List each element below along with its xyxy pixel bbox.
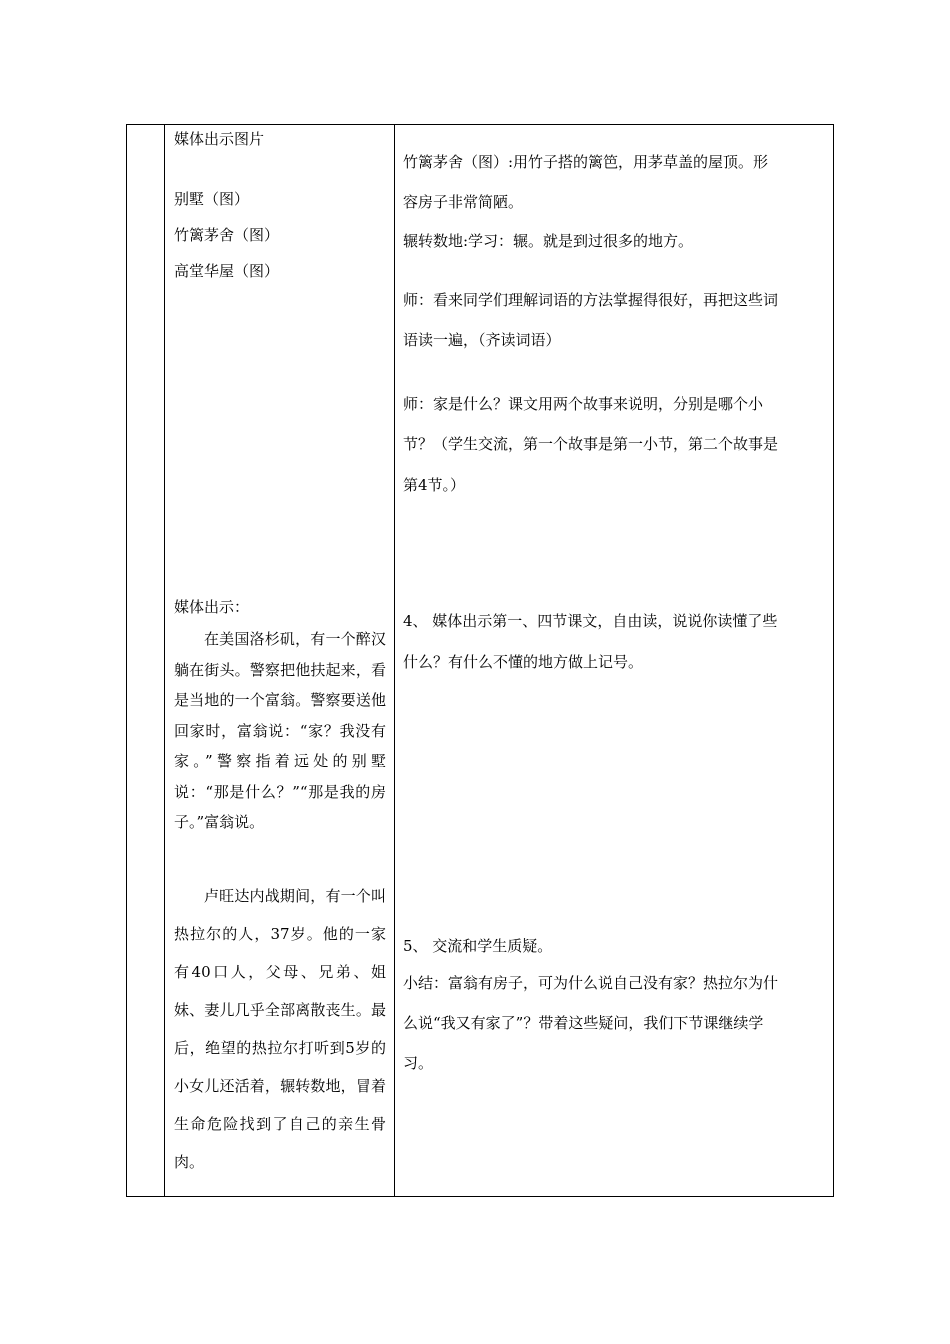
image-item-mansion: 高堂华屋（图） bbox=[174, 262, 280, 280]
column-divider-1 bbox=[164, 125, 165, 1196]
lesson-table bbox=[126, 124, 834, 1197]
right-line: 节？（学生交流，第一个故事是第一小节，第二个故事是 bbox=[403, 435, 779, 453]
story-paragraph-2: 卢旺达内战期间，有一个叫热拉尔的人，37岁。他的一家有40口人，父母、兄弟、姐妹、妻儿几乎全部离散丧生。最后，绝望的热拉尔打听到5岁的小女儿还活着，辗转数地，冒着生命危险找到了自己的亲生骨肉。 bbox=[174, 887, 386, 1171]
right-line: 师：家是什么？课文用两个故事来说明，分别是哪个小 bbox=[403, 395, 764, 413]
right-line: 么说“我又有家了”？带着这些疑问，我们下节课继续学 bbox=[403, 1014, 764, 1032]
right-line: 语读一遍，（齐读词语） bbox=[403, 331, 561, 349]
right-line: 第4节。） bbox=[403, 476, 466, 494]
image-item-hut: 竹篱茅舍（图） bbox=[174, 226, 280, 244]
right-line: 什么？有什么不懂的地方做上记号。 bbox=[403, 653, 644, 671]
right-line: 竹篱茅舍（图）:用竹子搭的篱笆，用茅草盖的屋顶。形 bbox=[403, 153, 769, 171]
right-line: 5、 交流和学生质疑。 bbox=[403, 937, 553, 955]
media-images-title: 媒体出示图片 bbox=[174, 130, 265, 148]
right-line: 4、 媒体出示第一、四节课文，自由读，说说你读懂了些 bbox=[403, 612, 778, 630]
column-divider-2 bbox=[394, 125, 395, 1196]
right-line: 师：看来同学们理解词语的方法掌握得很好，再把这些词 bbox=[403, 291, 779, 309]
image-item-villa: 别墅（图） bbox=[174, 190, 250, 208]
right-line: 小结：富翁有房子，可为什么说自己没有家？热拉尔为什 bbox=[403, 974, 779, 992]
right-line: 辗转数地:学习：辗。就是到过很多的地方。 bbox=[403, 232, 694, 250]
media-title: 媒体出示： bbox=[174, 598, 250, 616]
right-line: 习。 bbox=[403, 1054, 434, 1072]
right-line: 容房子非常简陋。 bbox=[403, 193, 524, 211]
story-paragraph-1: 在美国洛杉矶，有一个醉汉躺在街头。警察把他扶起来，看是当地的一个富翁。警察要送他回家时，富翁说：“家？我没有家。”警察指着远处的别墅说：“那是什么？”“那是我的房子。”富翁说。 bbox=[174, 630, 386, 831]
